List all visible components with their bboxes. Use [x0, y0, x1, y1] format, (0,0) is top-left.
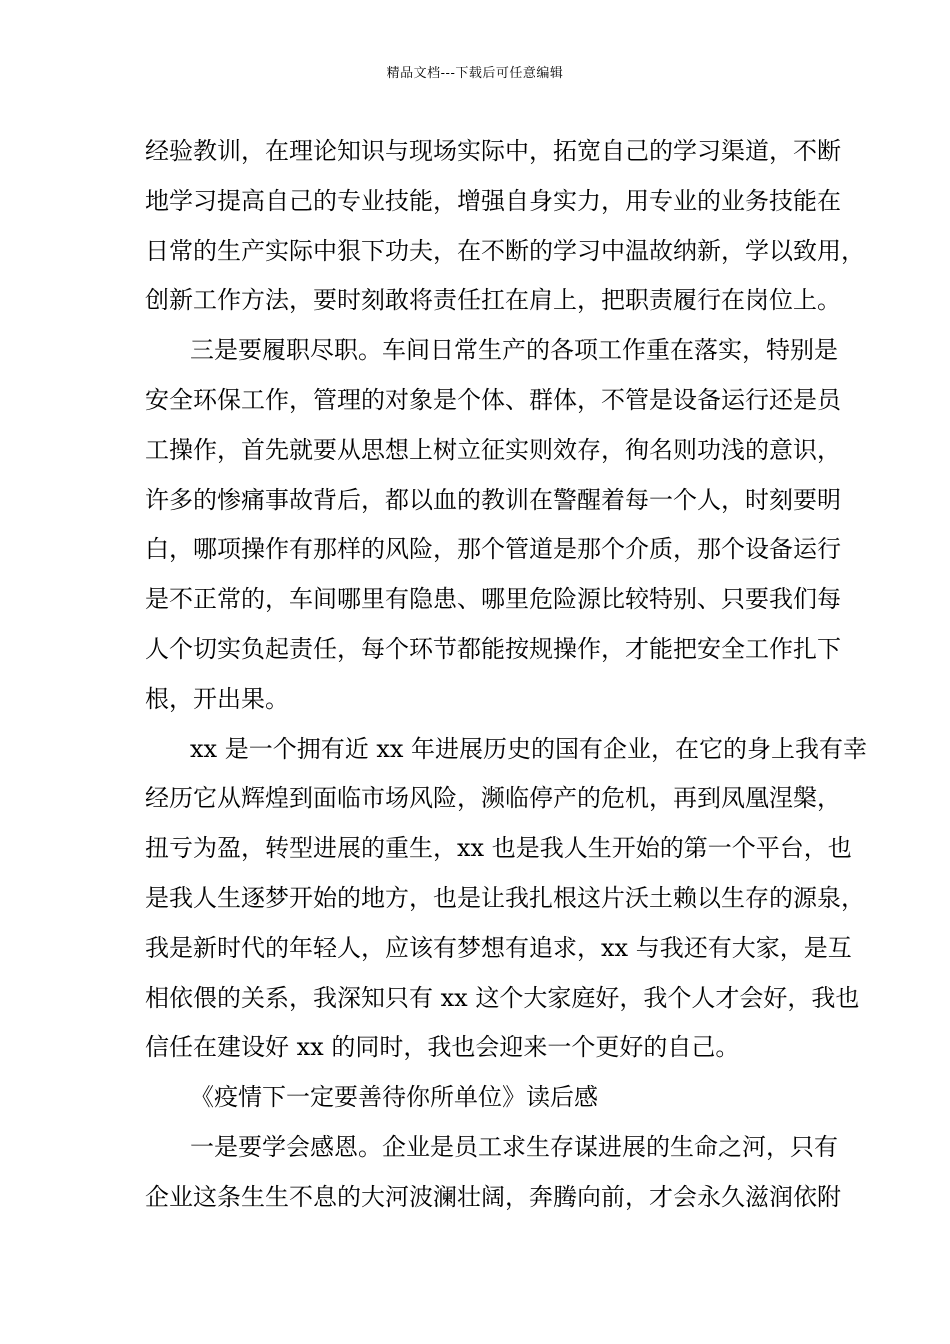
text-line: 安全环保工作，管理的对象是个体、群体，不管是设备运行还是员: [145, 386, 841, 414]
text-line: 地学习提高自己的专业技能，增强自身实力，用专业的业务技能在: [145, 187, 841, 215]
page-header: 精品文档---下载后可任意编辑: [386, 66, 564, 81]
text-line: 企业这条生生不息的大河波澜壮阔，奔腾向前，才会永久滋润依附: [145, 1183, 841, 1211]
text-line: 根，开出果。: [145, 685, 289, 713]
text-line: 人个切实负起责任，每个环节都能按规操作，才能把安全工作扎下: [145, 635, 841, 663]
section-title: 《疫情下一定要善待你所单位》读后感: [190, 1083, 598, 1111]
text-line: 经历它从辉煌到面临市场风险，濒临停产的危机，再到凤凰涅槃，: [145, 784, 841, 812]
paragraph-first-line: xx 是一个拥有近 xx 年进展历史的国有企业，在它的身上我有幸: [190, 735, 868, 763]
text-line: 扭亏为盈，转型进展的重生，xx 也是我人生开始的第一个平台，也: [145, 834, 852, 862]
text-line: 创新工作方法，要时刻敢将责任扛在肩上，把职责履行在岗位上。: [145, 286, 841, 314]
text-line: 经验教训，在理论知识与现场实际中，拓宽自己的学习渠道，不断: [145, 137, 841, 165]
text-line: 日常的生产实际中狠下功夫，在不断的学习中温故纳新，学以致用，: [145, 237, 865, 265]
paragraph-first-line: 三是要履职尽职。车间日常生产的各项工作重在落实，特别是: [190, 336, 838, 364]
text-line: 相依偎的关系，我深知只有 xx 这个大家庭好，我个人才会好，我也: [145, 984, 860, 1012]
text-line: 白，哪项操作有那样的风险，那个管道是那个介质，那个设备运行: [145, 535, 841, 563]
paragraph-first-line: 一是要学会感恩。企业是员工求生存谋进展的生命之河，只有: [190, 1133, 838, 1161]
text-line: 工操作，首先就要从思想上树立征实则效存，徇名则功浅的意识，: [145, 436, 841, 464]
text-line: 许多的惨痛事故背后，都以血的教训在警醒着每一个人，时刻要明: [145, 486, 841, 514]
text-line: 我是新时代的年轻人，应该有梦想有追求，xx 与我还有大家，是互: [145, 934, 852, 962]
text-line: 是我人生逐梦开始的地方，也是让我扎根这片沃土赖以生存的源泉，: [145, 884, 865, 912]
text-line: 是不正常的，车间哪里有隐患、哪里危险源比较特别、只要我们每: [145, 585, 841, 613]
text-line: 信任在建设好 xx 的同时，我也会迎来一个更好的自己。: [145, 1033, 740, 1061]
